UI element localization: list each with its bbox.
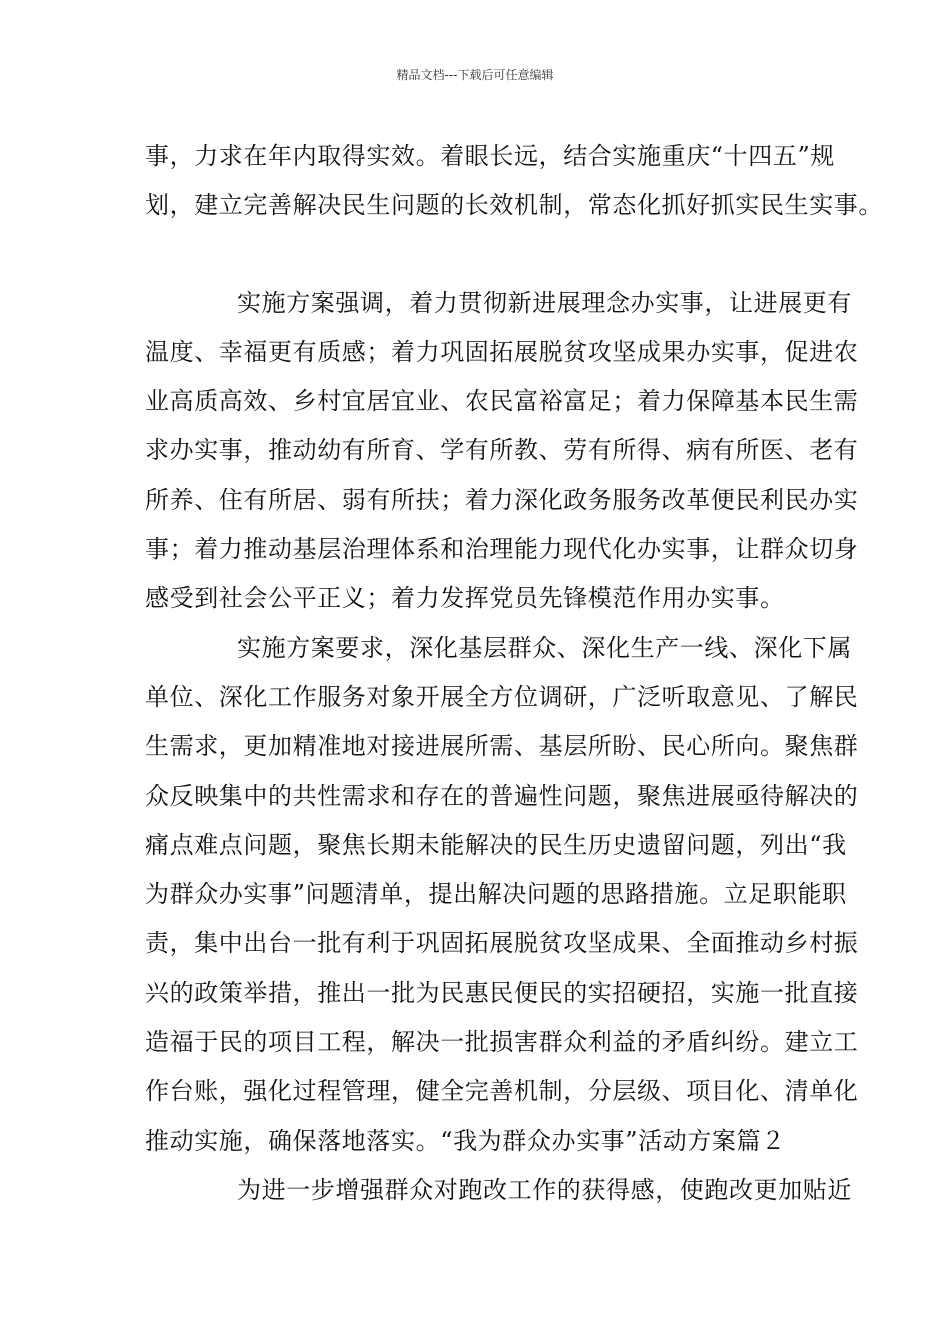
text-line: 所养、住有所居、弱有所扶；着力深化政务服务改革便民利民办实	[145, 485, 859, 514]
text-line: 众反映集中的共性需求和存在的普遍性问题，聚焦进展亟待解决的	[145, 781, 859, 810]
text-line: 痛点难点问题，聚焦长期未能解决的民生历史遗留问题，列出“我	[145, 830, 847, 859]
text-line: 为群众办实事”问题清单，提出解决问题的思路措施。立足职能职	[145, 880, 847, 909]
paragraph	[145, 1166, 852, 1215]
text-line: 作台账，强化过程管理，健全完善机制，分层级、项目化、清单化	[145, 1077, 859, 1106]
page-header: 精品文档---下载后可任意编辑	[396, 68, 554, 82]
text-line: 造福于民的项目工程，解决一批损害群众利益的矛盾纠纷。建立工	[145, 1028, 859, 1057]
text-line: 推动实施，确保落地落实。“我为群众办实事”活动方案篇２	[145, 1126, 786, 1155]
text-line: 感受到社会公平正义；着力发挥党员先锋模范作用办实事。	[145, 584, 785, 613]
text-line: 兴的政策举措，推出一批为民惠民便民的实招硬招，实施一批直接	[145, 978, 859, 1007]
document-body	[145, 132, 883, 1215]
text-line: 事；着力推动基层治理体系和治理能力现代化办实事，让群众切身	[145, 535, 859, 564]
text-line: 温度、幸福更有质感；着力巩固拓展脱贫攻坚成果办实事，促进农	[145, 337, 859, 366]
text-line: 实施方案强调，着力贯彻新进展理念办实事，让进展更有	[237, 288, 852, 317]
text-line: 生需求，更加精准地对接进展所需、基层所盼、民心所向。聚焦群	[145, 732, 859, 761]
text-line: 责，集中出台一批有利于巩固拓展脱贫攻坚成果、全面推动乡村振	[145, 929, 859, 958]
paragraph	[145, 624, 859, 1166]
text-line: 事，力求在年内取得实效。着眼长远，结合实施重庆“十四五”规	[145, 142, 835, 170]
text-line: 划，建立完善解决民生问题的长效机制，常态化抓好抓实民生实事。	[145, 191, 883, 220]
text-line: 实施方案要求，深化基层群众、深化生产一线、深化下属	[237, 633, 852, 662]
text-line: 单位、深化工作服务对象开展全方位调研，广泛听取意见、了解民	[145, 682, 859, 711]
text-line: 为进一步增强群众对跑改工作的获得感，使跑改更加贴近	[237, 1175, 852, 1204]
paragraph-spacer	[145, 231, 811, 279]
paragraph	[145, 279, 859, 624]
text-line: 业高质高效、乡村宜居宜业、农民富裕富足；着力保障基本民生需	[145, 387, 859, 416]
paragraph	[145, 132, 883, 231]
text-line: 求办实事，推动幼有所育、学有所教、劳有所得、病有所医、老有	[145, 436, 859, 465]
